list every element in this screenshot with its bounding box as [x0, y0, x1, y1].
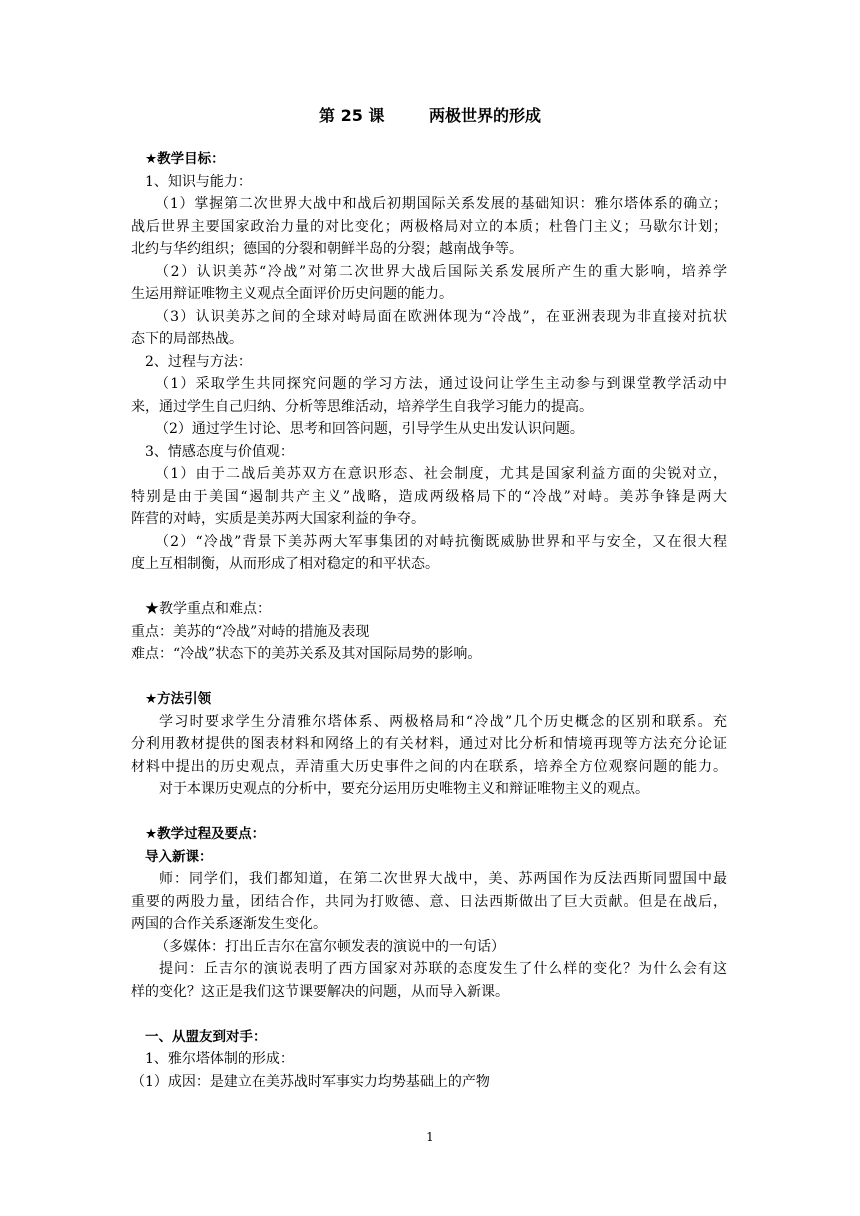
- paragraph-line: （1）由于二战后美苏双方在意识形态、社会制度，尤其是国家利益方面的尖锐对立，: [155, 466, 727, 482]
- paragraph-line: 阵营的对峙，实质是美苏两大国家利益的争夺。: [131, 511, 425, 527]
- subheading-knowledge: 1、知识与能力：: [145, 173, 252, 190]
- paragraph-line: （多媒体：打出丘吉尔在富尔顿发表的演说中的一句话）: [155, 938, 505, 955]
- spacer: [131, 801, 727, 824]
- spacer: [131, 1003, 727, 1026]
- paragraph-line: （2）“冷战”背景下美苏两大军事集团的对峙抗衡既威胁世界和平与安全，又在很大程: [155, 533, 727, 550]
- section-heading-process: ★教学过程及要点：: [145, 826, 266, 842]
- difficult-point-line: 难点：“冷战”状态下的美苏关系及其对国际局势的影响。: [131, 646, 482, 662]
- paragraph-line: （1）掌握第二次世界大战中和战后初期国际关系发展的基础知识：雅尔塔体系的确立；: [155, 196, 727, 212]
- spacer: [131, 666, 727, 689]
- paragraph-line: 重要的两股力量，团结合作，共同为打败德、意、日法西斯做出了巨大贡献。但是在战后，: [131, 893, 727, 910]
- section-heading-method: ★方法引领: [145, 691, 212, 707]
- paragraph-line: 度上互相制衡，从而形成了相对稳定的和平状态。: [131, 556, 439, 572]
- spacer: [131, 576, 727, 599]
- paragraph-line: （3）认识美苏之间的全球对峙局面在欧洲体现为“冷战”，在亚洲表现为非直接对抗状: [155, 308, 727, 325]
- document-body: [131, 148, 727, 1093]
- paragraph-line: （1）成因：是建立在美苏战时军事实力均势基础上的产物: [131, 1073, 490, 1090]
- paragraph-line: 来，通过学生自己归纳、分析等思维活动，培养学生自我学习能力的提高。: [131, 398, 593, 415]
- paragraph-line: （2）通过学生讨论、思考和回答问题，引导学生从史出发认识问题。: [155, 421, 584, 437]
- paragraph-line: 学习时要求学生分清雅尔塔体系、两极格局和“冷战”几个历史概念的区别和联系。充: [159, 713, 727, 730]
- paragraph-line: （2）认识美苏“冷战”对第二次世界大战后国际关系发展所产生的重大影响，培养学: [155, 263, 727, 280]
- subheading-intro: 导入新课：: [145, 848, 213, 865]
- paragraph-line: （1）采取学生共同探究问题的学习方法，通过设问让学生主动参与到课堂教学活动中: [155, 376, 727, 392]
- paragraph-line: 提问：丘吉尔的演说表明了西方国家对苏联的态度发生了什么样的变化？为什么会有这: [159, 961, 727, 977]
- section-heading-allies: 一、从盟友到对手：: [145, 1028, 267, 1045]
- subheading-process: 2、过程与方法：: [145, 353, 252, 370]
- paragraph-line: 生运用辩证唯物主义观点全面评价历史问题的能力。: [131, 286, 453, 302]
- page-number: 1: [426, 1130, 434, 1144]
- section-heading-objectives: ★教学目标：: [145, 151, 225, 167]
- subheading-yalta: 1、雅尔塔体制的形成：: [145, 1051, 294, 1067]
- key-point-line: 重点：美苏的“冷战”对峙的措施及表现: [131, 623, 370, 640]
- paragraph-line: 样的变化？这正是我们这节课要解决的问题，从而导入新课。: [131, 983, 509, 1000]
- section-heading-key-points: ★教学重点和难点：: [145, 601, 271, 617]
- paragraph-line: 材料中提出的历史观点，弄清重大历史事件之间的内在联系，培养全方位观察问题的能力。: [131, 758, 727, 775]
- paragraph-line: 北约与华约组织；德国的分裂和朝鲜半岛的分裂；越南战争等。: [131, 241, 523, 257]
- paragraph-line: 战后世界主要国家政治力量的对比变化；两极格局对立的本质；杜鲁门主义；马歇尔计划；: [131, 218, 727, 235]
- paragraph-line: 对于本课历史观点的分析中，要充分运用历史唯物主义和辩证唯物主义的观点。: [159, 781, 649, 797]
- lesson-title: 第 25 课 两极世界的形成: [319, 106, 541, 125]
- paragraph-line: 分利用教材提供的图表材料和网络上的有关材料，通过对比分析和情境再现等方法充分论证: [131, 736, 727, 752]
- paragraph-line: 两国的合作关系逐渐发生变化。: [131, 916, 327, 932]
- paragraph-line: 态下的局部热战。: [131, 331, 243, 347]
- paragraph-line: 师：同学们，我们都知道，在第二次世界大战中，美、苏两国作为反法西斯同盟国中最: [159, 871, 727, 887]
- paragraph-line: 特别是由于美国“遏制共产主义”战略，造成两级格局下的“冷战”对峙。美苏争锋是两大: [131, 488, 727, 505]
- subheading-values: 3、情感态度与价值观：: [145, 443, 294, 460]
